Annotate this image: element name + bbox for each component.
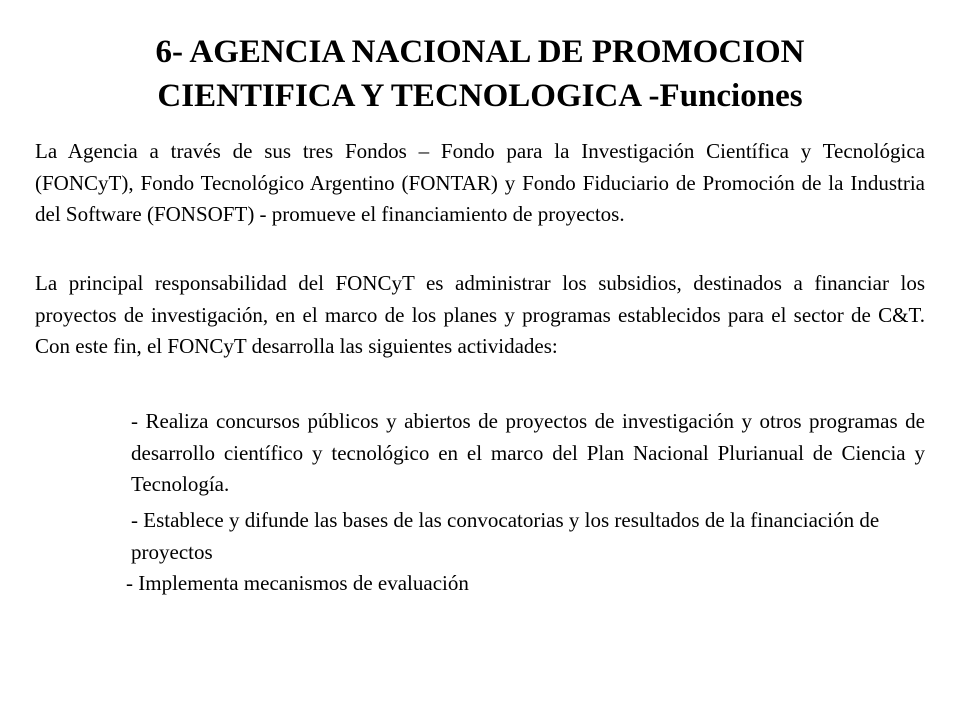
list-item: - Establece y difunde las bases de las convocatorias y los resultados de la financiación de proyectos (131, 508, 880, 564)
list-item: - Implementa mecanismos de evaluación (126, 571, 469, 595)
title-line-2: CIENTIFICA Y TECNOLOGICA -Funciones (157, 78, 803, 114)
list-item: - Realiza concursos públicos y abiertos de proyectos de investigación y otros programas de desarrollo científico y tecnológico en el marco del Plan Nacional Plurianual de Ciencia y Tecnología. (131, 409, 925, 496)
paragraph-agencia: La Agencia a través de sus tres Fondos – Fondo para la Investigación Científica y Tecnológica (FONCyT), Fondo Tecnológico Argentino (FONTAR) y Fondo Fiduciario de Promoción de la Industria del Software (FONSOFT) - promueve el financiamiento de proyectos. (35, 139, 925, 226)
slide-title (60, 30, 900, 118)
title-line-1: 6- AGENCIA NACIONAL DE PROMOCION (155, 34, 805, 70)
paragraph-foncyt: La principal responsabilidad del FONCyT es administrar los subsidios, destinados a financiar los proyectos de investigación, en el marco de los planes y programas establecidos para el sector de C&T. Con este fin, el FONCyT desarrolla las siguientes actividades: (35, 271, 925, 358)
